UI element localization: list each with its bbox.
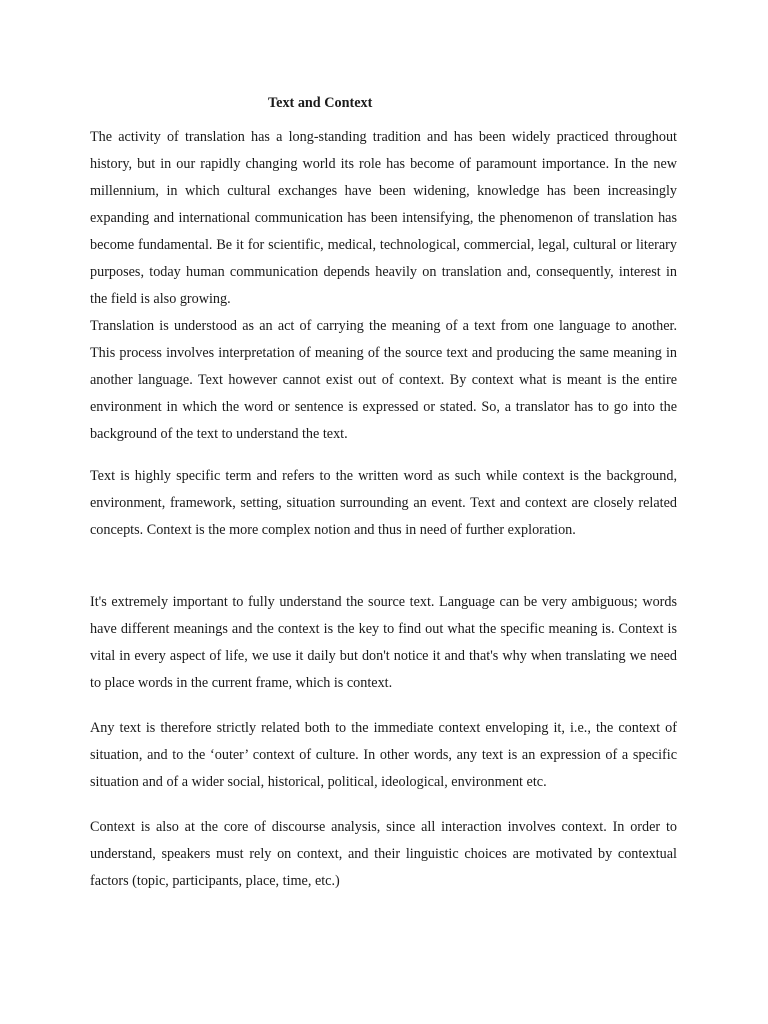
paragraph-source-text: It's extremely important to fully understand the source text. Language can be very ambiguous; words have different meanings and the context is the key to find out what the specific meaning is. Context is vital in every aspect of life, we use it daily but don't notice it and that's why when translating we need to place words in the current frame, which is context. <box>90 594 677 691</box>
paragraph-translation-definition: Translation is understood as an act of carrying the meaning of a text from one language to another. This process involves interpretation of meaning of the source text and producing the same meaning in another language. Text however cannot exist out of context. By context what is meant is the entire environment in which the word or sentence is expressed or stated. So, a translator has to go into the background of the text to understand the text. <box>90 318 677 442</box>
paragraph-discourse-analysis: Context is also at the core of discourse analysis, since all interaction involves context. In order to understand, speakers must rely on context, and their linguistic choices are motivated by contextual factors (topic, participants, place, time, etc.) <box>90 819 677 889</box>
document-title: Text and Context <box>268 95 373 111</box>
paragraph-context-of-culture: Any text is therefore strictly related both to the immediate context enveloping it, i.e., the context of situation, and to the ‘outer’ context of culture. In other words, any text is an expression of a specific situation and of a wider social, historical, political, ideological, environment etc. <box>90 720 677 790</box>
paragraph-translation-tradition: The activity of translation has a long-standing tradition and has been widely practiced throughout history, but in our rapidly changing world its role has become of paramount importance. In the new millennium, in which cultural exchanges have been widening, knowledge has been increasingly expanding and international communication has been intensifying, the phenomenon of translation has become fundamental. Be it for scientific, medical, technological, commercial, legal, cultural or literary purposes, today human communication depends heavily on translation and, consequently, interest in the field is also growing. <box>90 129 677 307</box>
paragraph-text-vs-context: Text is highly specific term and refers to the written word as such while context is the background, environment, framework, setting, situation surrounding an event. Text and context are closely related concepts. Context is the more complex notion and thus in need of further exploration. <box>90 468 677 538</box>
